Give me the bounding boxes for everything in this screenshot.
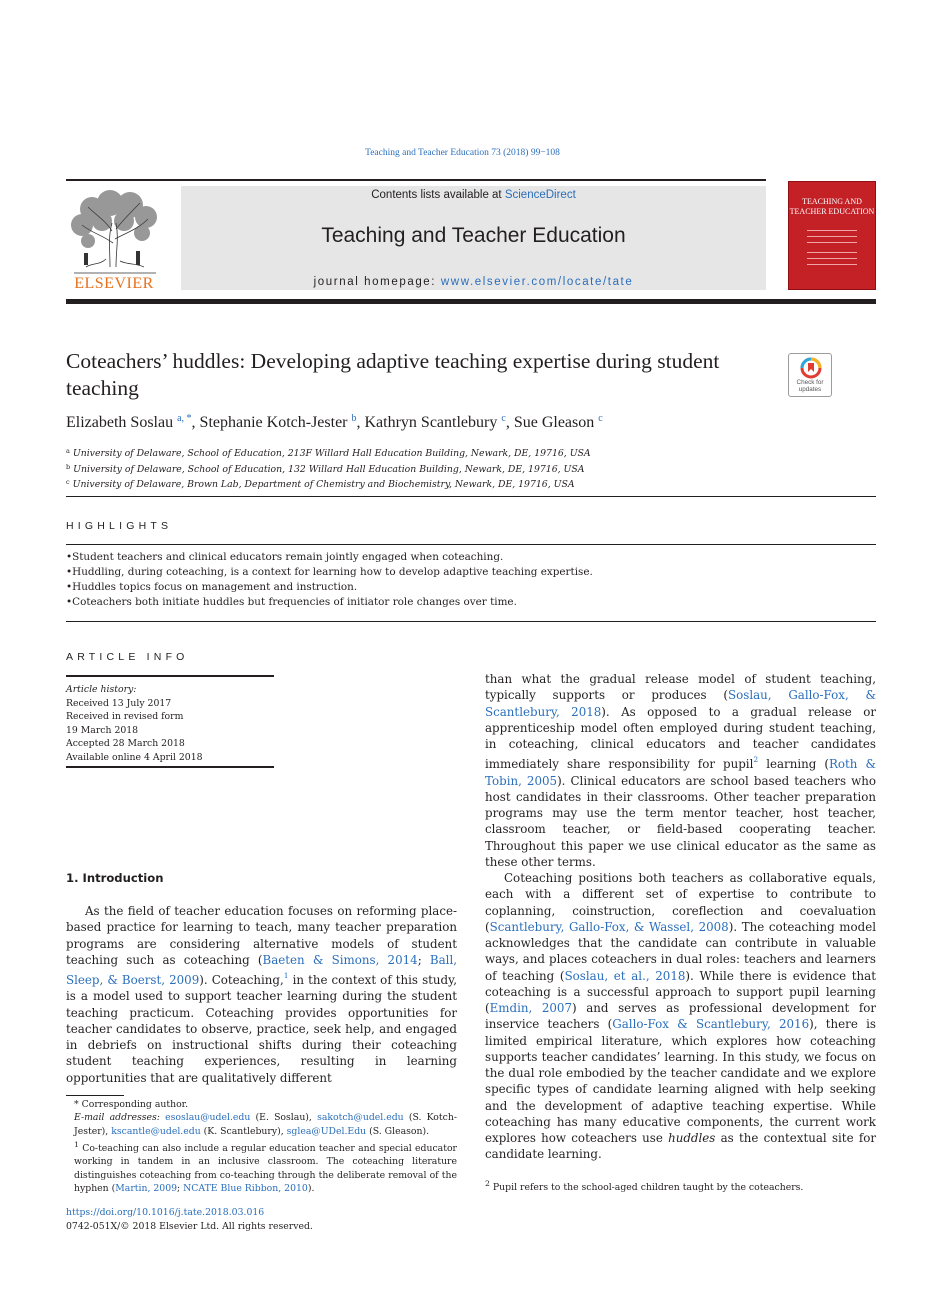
footnote-number: 2 (485, 1179, 490, 1188)
article-info-heading: ARTICLE INFO (66, 651, 189, 663)
affiliation-text: University of Delaware, School of Education, 213F Willard Hall Education Building, Newark, DE, 19716, USA (72, 448, 591, 459)
citation-link[interactable]: Scantlebury, Gallo-Fox, & Wassel, 2008 (489, 919, 729, 934)
check-updates-label: Check for updates (796, 379, 824, 393)
affiliation-item (66, 445, 866, 461)
affiliation-text: University of Delaware, School of Education, 132 Willard Hall Education Building, Newark, DE, 19716, USA (73, 463, 585, 475)
footnote-text: ). (307, 1182, 315, 1194)
author-separator: , (505, 414, 514, 431)
footnote-text: Co-teaching can also include a regular education teacher and special educator working in tandem in an inclusive classroom. The coteaching literature distinguishes coteaching from co-teaching through the deliberate removal of the hyphen ( (74, 1142, 457, 1194)
history-line: Received 13 July 2017 (66, 697, 172, 709)
cover-line (807, 236, 857, 237)
body-paragraph (485, 671, 876, 870)
author-affil-marker[interactable]: b (351, 413, 357, 424)
footnote-number: 1 (74, 1139, 79, 1149)
corresponding-author-note: * Corresponding author. (74, 1099, 189, 1110)
article-info-rule-top (66, 675, 274, 677)
email-link[interactable]: esoslau@udel.edu (165, 1112, 251, 1124)
body-text-run: ; (417, 952, 430, 967)
citation-link[interactable]: Soslau, Gallo-Fox, & Scantlebury, 2018 (485, 688, 877, 719)
affiliation-marker: b (66, 462, 71, 471)
author-name[interactable]: Sue Gleason (513, 414, 595, 431)
highlight-item: • Huddles topics focus on management and instruction. (66, 580, 876, 595)
author-name[interactable]: Kathryn Scantlebury (364, 414, 498, 431)
cover-line (807, 230, 857, 231)
affiliation-marker: c (66, 478, 70, 486)
footnote-text: Pupil refers to the school-aged children taught by the coteachers. (492, 1182, 804, 1194)
author-affil-marker[interactable]: c (598, 413, 603, 424)
body-text-run: ). As opposed to a gradual release or apprenticeship model often employed during student teaching, in coteaching, clinical educators and teacher candidates immediately share responsibility for pupil (485, 704, 876, 772)
body-text-run: ). Coteaching, (199, 973, 284, 987)
header-thick-rule (66, 299, 876, 304)
copyright-line: 0742-051X/© 2018 Elsevier Ltd. All rights reserved. (66, 1221, 313, 1232)
citation-link[interactable]: Soslau, et al., 2018 (564, 968, 686, 983)
homepage-line (181, 276, 766, 288)
affiliation-marker: a (66, 447, 70, 455)
footnote-marker[interactable]: 1 (283, 971, 289, 980)
citation-link[interactable]: Baeten & Simons, 2014 (262, 952, 418, 967)
email-owner: (K. Scantlebury), (203, 1125, 287, 1137)
affiliations (66, 445, 866, 492)
highlight-item: • Coteachers both initiate huddles but frequencies of initiator role changes over time. (66, 595, 876, 610)
footnote-text: ; (177, 1182, 184, 1194)
email-link[interactable]: sakotch@udel.edu (317, 1112, 404, 1124)
emphasis-term: huddles (668, 1131, 716, 1145)
cover-line (807, 252, 857, 253)
body-text-run: than what the gradual release model of student teaching, typically supports or produces ( (485, 672, 876, 703)
body-text-run: in the context of this study, is a model used to support teacher learning during the student teaching practicum. Coteaching provides opportunities for teacher candidates to observe, practice, seek help, and engaged in debriefs on instructional shifts during their coteaching student teaching experiences, resulting in learning opportunities that are qualitatively different (66, 973, 457, 1085)
journal-cover[interactable] (788, 181, 876, 290)
body-paragraph (485, 870, 876, 1163)
cover-line (807, 264, 857, 265)
footnote-rule (66, 1095, 124, 1096)
author-name[interactable]: Elizabeth Soslau (66, 414, 174, 431)
footnotes-left (66, 1098, 457, 1195)
affiliation-item (66, 461, 866, 477)
citation-link[interactable]: Ball, Sleep, & Boerst, 2009 (66, 952, 457, 987)
cover-line (807, 242, 857, 243)
article-history (66, 683, 274, 765)
email-addresses (66, 1111, 457, 1138)
footnote-1 (66, 1138, 457, 1195)
doi-block (66, 1206, 313, 1234)
highlights-rule-bottom (66, 621, 876, 622)
history-line: Received in revised form (66, 711, 184, 723)
highlight-item: • Huddling, during coteaching, is a context for learning how to develop adaptive teaching expertise. (66, 565, 876, 580)
body-text-run: ). The coteaching model acknowledges that the candidate can contribute in valuable ways, and places coteachers in dual roles: teachers and learners of teaching ( (485, 919, 876, 983)
journal-title: Teaching and Teacher Education (321, 224, 626, 247)
right-column (485, 671, 876, 1163)
journal-citation-link[interactable]: Teaching and Teacher Education 73 (2018) 99−108 (365, 148, 560, 158)
cover-title: TEACHING AND TEACHER EDUCATION (789, 197, 875, 216)
article-info-rule-bottom (66, 766, 274, 768)
contents-line (181, 189, 766, 201)
email-owner: (S. Gleason). (369, 1125, 430, 1137)
check-for-updates-button[interactable] (788, 353, 832, 397)
highlight-item: • Student teachers and clinical educators remain jointly engaged when coteaching. (66, 550, 876, 565)
citation-link[interactable]: Martin, 2009 (115, 1182, 178, 1194)
email-link[interactable]: sglea@UDel.Edu (286, 1125, 367, 1137)
header-rule (66, 179, 766, 181)
history-line: Accepted 28 March 2018 (66, 738, 185, 750)
citation-link[interactable]: Roth & Tobin, 2005 (485, 757, 877, 788)
email-link[interactable]: kscantle@udel.edu (111, 1125, 201, 1137)
citation-link[interactable]: Emdin, 2007 (489, 1001, 572, 1015)
body-text-run: As the field of teacher education focuses on reforming place-based practice for learning to teach, many teacher preparation programs are considering alternative models of student teaching such as coteaching ( (66, 904, 457, 967)
history-label: Article history: (66, 684, 137, 695)
body-text-run: ). While there is evidence that coteaching is a successful approach to support pupil learning ( (485, 968, 876, 1015)
body-text-run: ). Clinical educators are school based teachers who host candidates in their classrooms. Other teacher preparation programs may use the term mentor teacher, host teacher, classroom teacher, or field-based cooperating teacher. Throughout this paper we use clinical educator as the same as these other terms. (485, 773, 876, 869)
body-text-run: Coteaching positions both teachers as collaborative equals, each with a different set of expertise to contribute to coplanning, coinstruction, coreflection and coevaluation ( (485, 871, 876, 934)
author-name[interactable]: Stephanie Kotch-Jester (199, 414, 348, 431)
history-line: 19 March 2018 (66, 724, 139, 736)
highlights-rule-top (66, 544, 876, 545)
email-label: E-mail addresses: (74, 1112, 160, 1124)
history-line: Available online 4 April 2018 (66, 751, 203, 763)
intro-paragraph (66, 903, 457, 1086)
body-text-run: ), there is limited empirical literature, which explores how coteaching supports teacher candidates’ learning. In this study, we focus on the dual role embodied by the teacher candidate and we explore specific types of candidate learning aligned with help seeking and the development of adaptive teaching expertise. While coteaching has many educative components, the current work explores how coteachers use (485, 1017, 876, 1145)
section-heading-introduction: 1. Introduction (66, 871, 164, 885)
citation-link[interactable]: Gallo-Fox & Scantlebury, 2016 (612, 1017, 810, 1032)
affiliation-text: University of Delaware, Brown Lab, Department of Chemistry and Biochemistry, Newark, DE, 19716, USA (72, 479, 575, 490)
affiliation-item (66, 476, 866, 492)
check-updates-icon (800, 357, 822, 379)
publisher-wordmark: ELSEVIER (74, 275, 154, 292)
highlights-list (66, 550, 876, 610)
body-text-run: as the contextual site for candidate learning. (485, 1131, 876, 1162)
body-text-run: ) and serves as professional development for inservice teachers ( (485, 1001, 876, 1032)
author-list (66, 413, 866, 432)
email-owner: (E. Soslau), (255, 1112, 318, 1124)
homepage-prefix: journal homepage: (313, 276, 441, 288)
article-title: Coteachers’ huddles: Developing adaptive teaching expertise during student teaching (66, 349, 720, 400)
contents-prefix: Contents lists available at (371, 189, 505, 201)
homepage-link[interactable]: www.elsevier.com/locate/tate (440, 276, 634, 288)
email-owner: (S. Kotch-Jester), (74, 1112, 457, 1137)
cover-line (807, 258, 857, 259)
sciencedirect-link[interactable]: ScienceDirect (504, 189, 576, 201)
footnote-marker[interactable]: 2 (753, 755, 759, 765)
citation-link[interactable]: NCATE Blue Ribbon, 2010 (183, 1182, 308, 1194)
author-affil-marker[interactable]: c (501, 413, 506, 424)
highlights-heading: HIGHLIGHTS (66, 520, 173, 532)
author-separator: , (191, 414, 200, 431)
doi-link[interactable]: https://doi.org/10.1016/j.tate.2018.03.016 (66, 1207, 265, 1218)
footnote-2 (485, 1177, 876, 1194)
author-affil-marker[interactable]: a, * (177, 413, 192, 424)
section-divider (66, 496, 876, 497)
body-text-run: learning ( (758, 757, 829, 772)
author-separator: , (356, 414, 365, 431)
